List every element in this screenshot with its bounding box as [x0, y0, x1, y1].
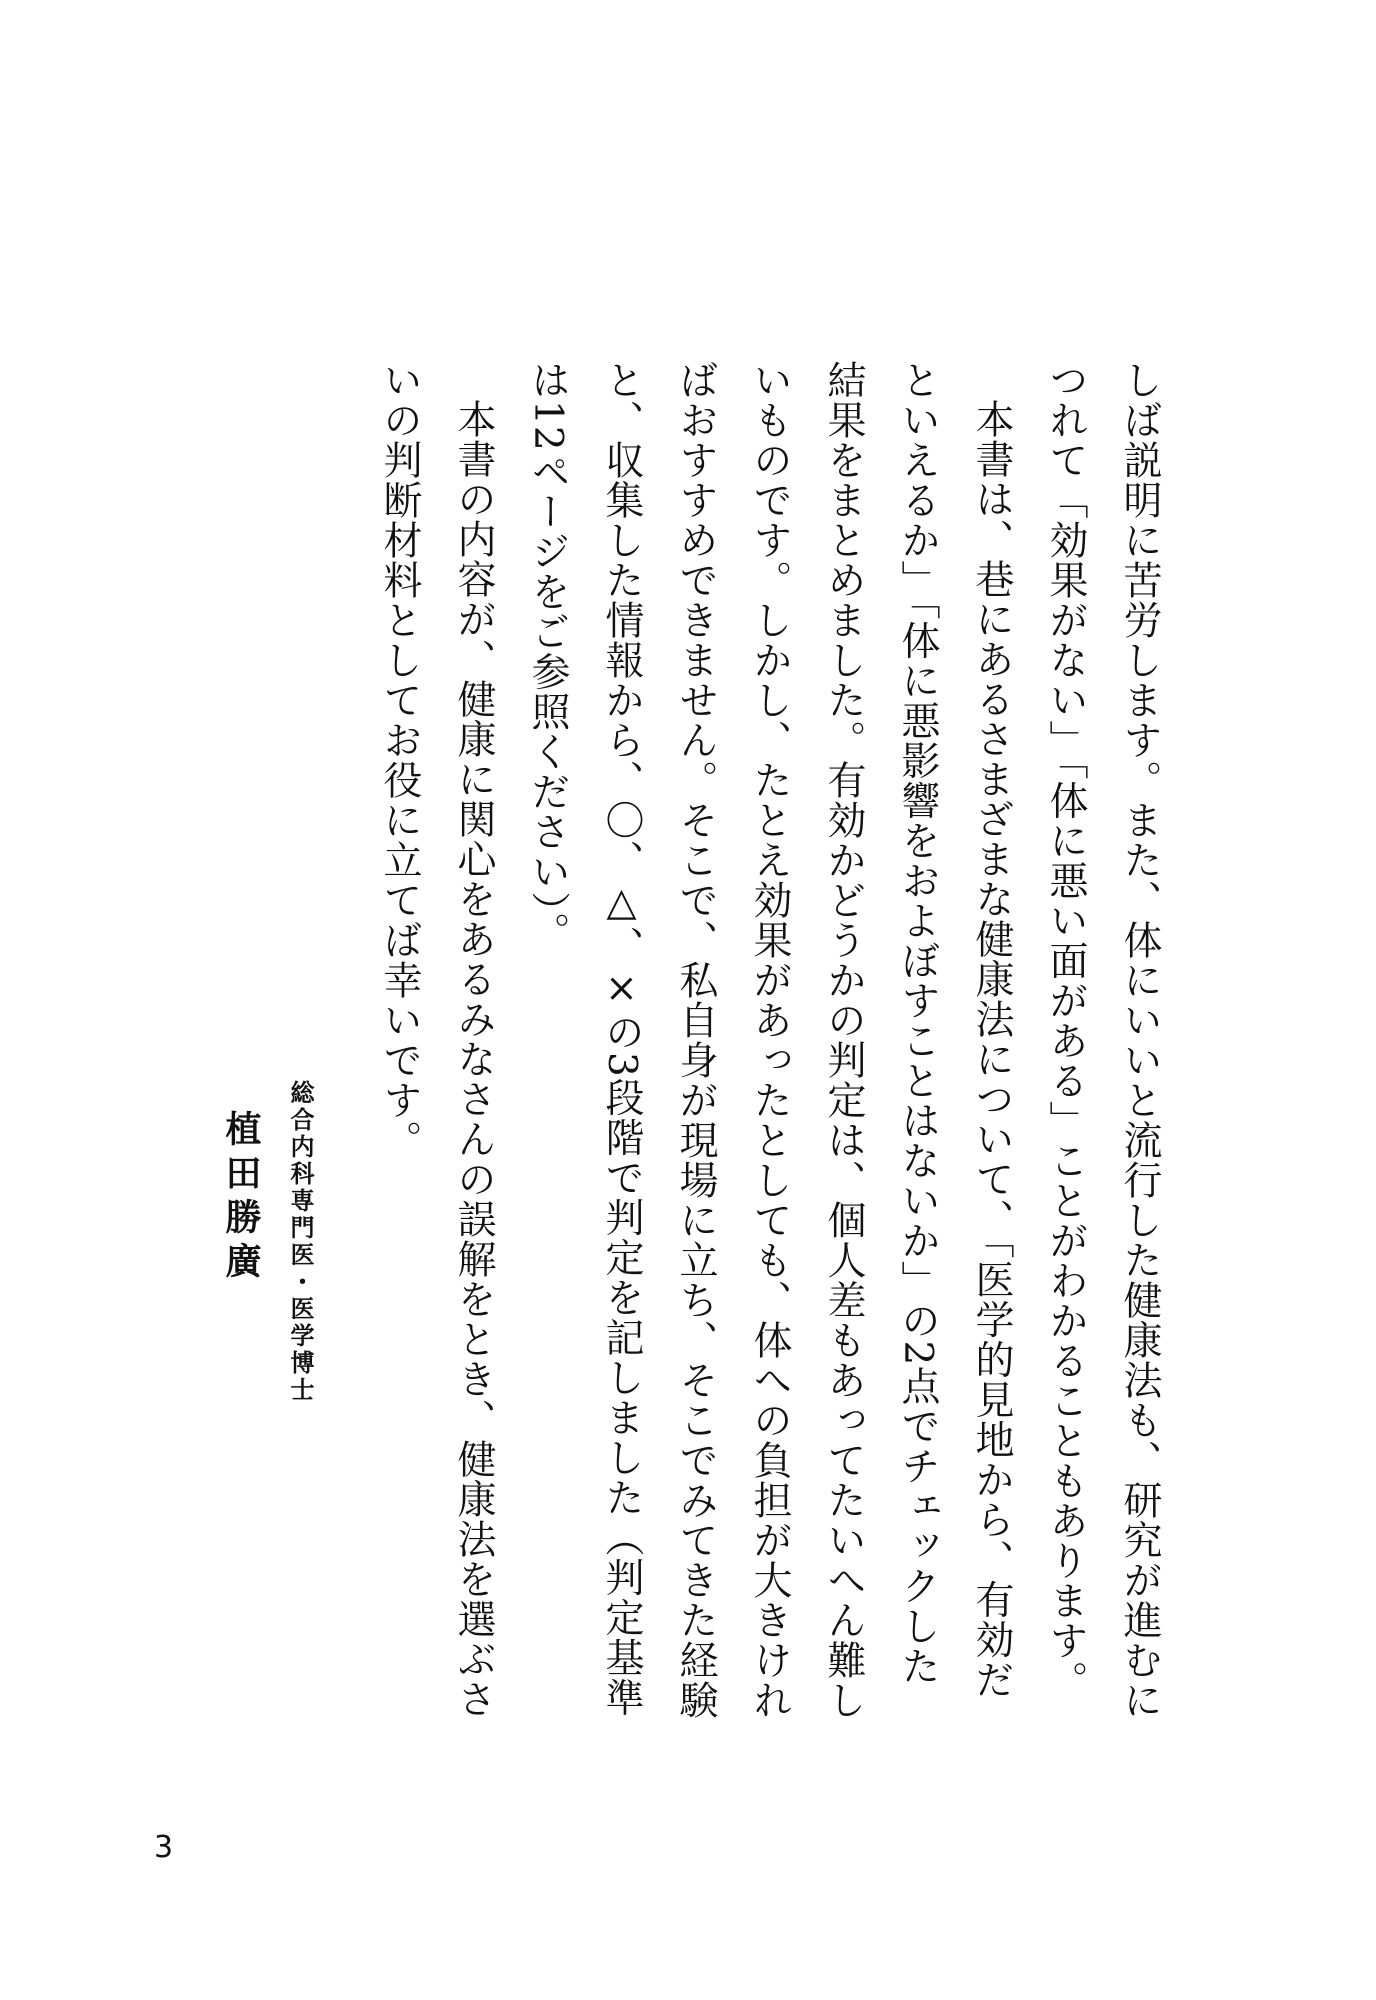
body-line: いものです。しかし、たとえ効果があったとしても、体への負担が大きけれ	[747, 360, 792, 1720]
body-line: 本書の内容が、健康に関心をあるみなさんの誤解をとき、健康法を選ぶさ	[451, 399, 496, 1719]
body-line: しば説明に苦労します。また、体にいいと流行した健康法も、研究が進むに	[1117, 360, 1162, 1720]
author-name: 植田勝廣	[220, 1110, 261, 1286]
body-line: つれて「効果がない」「体に悪い面がある」ことがわかることもあります。	[1043, 360, 1088, 1701]
author-affiliation: 総合内科専門医・医学博士	[286, 1080, 314, 1404]
body-line: と、収集した情報から、〇、△、×の3段階で判定を記しました（判定基準	[599, 360, 644, 1718]
body-line: 本書は、巷にあるさまざまな健康法について、「医学的見地から、有効だ	[969, 399, 1014, 1700]
body-line: は12ページをご参照ください）。	[525, 360, 570, 953]
body-line: といえるか」「体に悪影響をおよぼすことはないか」の2点でチェックした	[895, 360, 940, 1687]
author-signature	[210, 1080, 330, 1404]
body-text	[362, 360, 1176, 1720]
body-line: いの判断材料としてお役に立てば幸いです。	[377, 360, 422, 1160]
body-line: ばおすすめできません。そこで、私自身が現場に立ち、そこでみてきた経験	[673, 360, 718, 1720]
body-line: 結果をまとめました。有効かどうかの判定は、個人差もあってたいへん難し	[821, 360, 866, 1720]
page-number: 3	[154, 1830, 174, 1865]
